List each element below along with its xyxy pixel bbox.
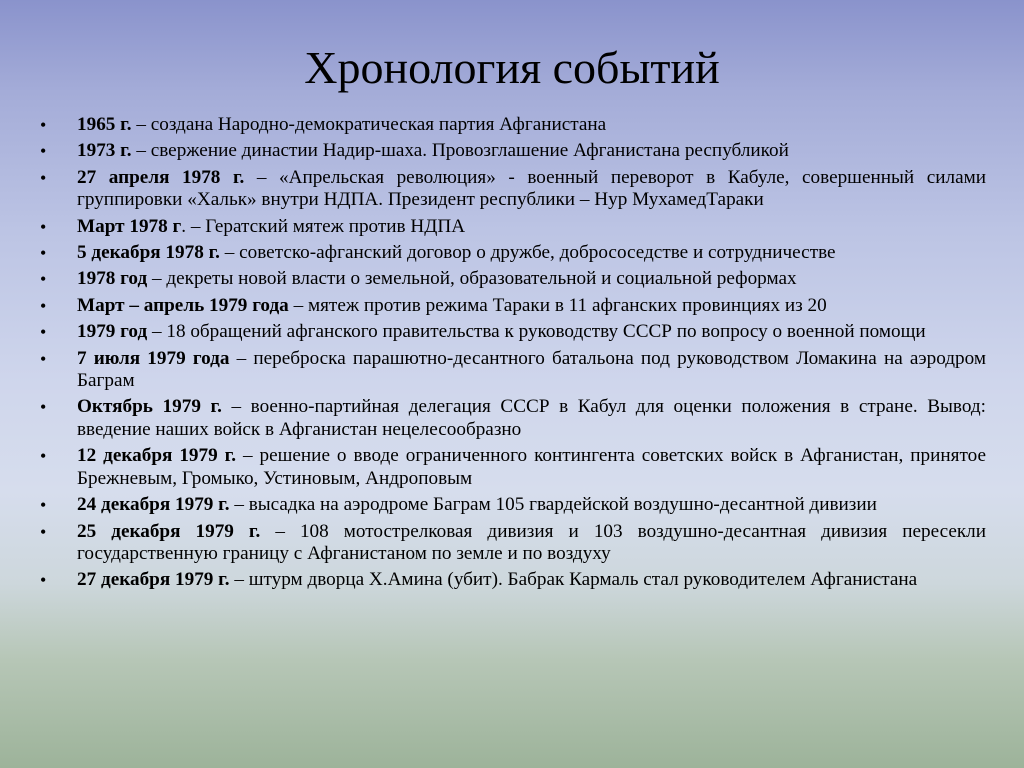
bullet-icon: • (40, 216, 47, 237)
event-text: – советско-афганский договор о дружбе, добрососедстве и сотрудничестве (219, 242, 836, 264)
event-date: 7 июля 1979 года (77, 347, 230, 369)
event-text: – 18 обращений афганского правительства к руководству СССР по вопросу о военной помощи (147, 321, 926, 343)
event-date: 27 апреля 1978 г. (77, 166, 245, 188)
event-text: – создана Народно-демократическая партия Афганистана (131, 114, 607, 135)
event-text: – декреты новой власти о земельной, образовательной и социальной реформах (147, 268, 797, 290)
event-item-1965 (40, 114, 986, 136)
event-text: – мятеж против режима Тараки в 11 афганских провинциях из 20 (288, 294, 827, 316)
event-date: 12 декабря 1979 г. (77, 445, 236, 467)
event-item-dec-1978 (40, 242, 986, 264)
bullet-icon: • (40, 495, 47, 516)
event-text: – 108 мотострелковая дивизия и 103 воздушно-десантная дивизия пересекли государственную границу с Афганистаном по земле и по воздуху (77, 520, 986, 564)
event-text: – решение о вводе ограниченного контингента советских войск в Афганистан, принятое Брежневым, Громыко, Устиновым, Андроповым (77, 445, 986, 489)
event-item-1973 (40, 140, 986, 162)
event-date: 1965 г. (77, 114, 132, 135)
event-date: 25 декабря 1979 г. (77, 520, 261, 542)
bullet-icon: • (40, 397, 47, 418)
event-item-july-1979 (40, 348, 986, 393)
bullet-icon: • (40, 446, 47, 467)
bullet-icon: • (40, 521, 47, 542)
event-text: . – Гератский мятеж против НДПА (181, 215, 466, 237)
event-item-dec-12-1979 (40, 445, 986, 490)
event-text: – высадка на аэродроме Баграм 105 гвардейской воздушно-десантной дивизии (229, 494, 877, 516)
event-date: 1973 г. (77, 140, 132, 162)
event-date: 1979 год (77, 321, 148, 343)
bullet-icon: • (40, 115, 47, 135)
event-item-march-1978 (40, 216, 986, 238)
event-item-1978-decrees (40, 268, 986, 290)
event-text: – свержение династии Надир-шаха. Провозглашение Афганистана республикой (131, 140, 789, 162)
bullet-icon: • (40, 322, 47, 343)
bullet-icon: • (40, 167, 47, 188)
event-item-oct-1979 (40, 396, 986, 441)
event-item-mar-apr-1979 (40, 295, 986, 317)
event-date: 1978 год (77, 268, 148, 290)
event-text: – штурм дворца Х.Амина (убит). Бабрак Кармаль стал руководителем Афганистана (229, 569, 918, 591)
bullet-icon: • (40, 348, 47, 369)
event-item-dec-25-1979 (40, 521, 986, 566)
event-text: – переброска парашютно-десантного батальона под руководством Ломакина на аэродром Баграм (77, 347, 986, 392)
event-text: – военно-партийная делегация СССР в Кабул для оценки положения в стране. Вывод: введение наших войск в Афганистан нецелесообразно (77, 396, 986, 440)
event-item-dec-24-1979 (40, 494, 986, 516)
event-item-april-1978 (40, 167, 986, 212)
event-date: Март – апрель 1979 года (77, 294, 289, 316)
event-item-dec-27-1979 (40, 569, 986, 591)
event-date: Октябрь 1979 г. (77, 396, 222, 418)
bullet-icon: • (40, 295, 47, 316)
event-item-1979-appeals (40, 321, 986, 343)
slide-title: Хронология событий (304, 42, 720, 93)
event-text: – «Апрельская революция» - военный переворот в Кабуле, совершенный силами группировки «Хальк» внутри НДПА. Президент республики – Нур МухамедТараки (77, 166, 986, 211)
event-date: 27 декабря 1979 г. (77, 569, 230, 591)
event-list (40, 114, 986, 596)
bullet-icon: • (40, 570, 47, 591)
bullet-icon: • (40, 243, 47, 264)
event-date: 24 декабря 1979 г. (77, 494, 230, 516)
event-date: Март 1978 г (77, 215, 182, 237)
bullet-icon: • (40, 269, 47, 290)
bullet-icon: • (40, 141, 47, 162)
event-date: 5 декабря 1978 г. (77, 242, 220, 264)
